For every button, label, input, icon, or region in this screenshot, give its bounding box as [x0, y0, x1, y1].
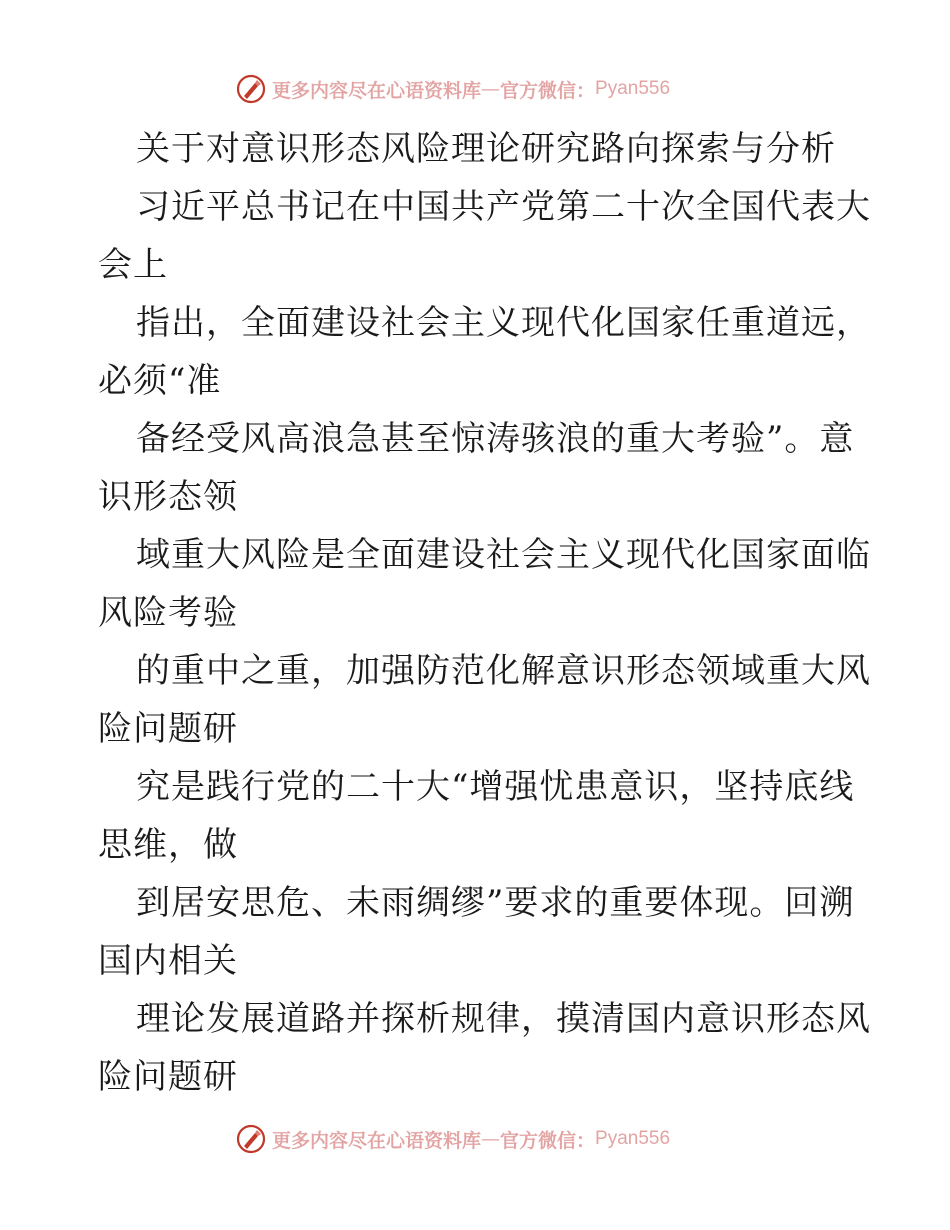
pen-logo-icon: [236, 74, 266, 104]
text-line: 指出，全面建设社会主义现代化国家任重道远，: [136, 303, 871, 343]
document-body: [98, 120, 871, 1106]
text-line: 的重中之重，加强防范化解意识形态领域重大风: [136, 651, 871, 691]
text-line: 国内相关: [98, 941, 238, 981]
document-title: 关于对意识形态风险理论研究路向探索与分析: [136, 129, 836, 169]
pen-logo-icon: [236, 1124, 266, 1154]
text-line: 险问题研: [98, 1057, 238, 1097]
banner-text: 更多内容尽在心语资料库: [272, 79, 482, 102]
text-line: 会上: [98, 245, 168, 285]
header-banner[interactable]: [236, 72, 756, 106]
text-line: 风险考验: [98, 593, 238, 633]
banner-separator: —: [481, 1128, 501, 1150]
text-line: 理论发展道路并探析规律，摸清国内意识形态风: [136, 999, 871, 1039]
banner-wechat-id: Pyan556: [595, 78, 671, 99]
text-line: 备经受风高浪急甚至惊涛骇浪的重大考验”。意: [136, 419, 855, 459]
banner-text: 更多内容尽在心语资料库: [272, 1129, 482, 1152]
text-line: 域重大风险是全面建设社会主义现代化国家面临: [136, 535, 871, 575]
text-line: 思维，做: [98, 825, 238, 865]
text-line: 必须“准: [98, 361, 222, 401]
banner-wechat-id: Pyan556: [595, 1128, 671, 1149]
text-line: 究是践行党的二十大“增强忧患意识，坚持底线: [136, 767, 855, 807]
text-line: 险问题研: [98, 709, 238, 749]
text-line: 到居安思危、未雨绸缪”要求的重要体现。回溯: [136, 883, 855, 923]
text-line: 识形态领: [98, 477, 238, 517]
banner-wechat-label: 官方微信：: [500, 79, 596, 102]
footer-banner[interactable]: [236, 1122, 756, 1156]
text-line: 习近平总书记在中国共产党第二十次全国代表大: [136, 187, 871, 227]
banner-separator: —: [481, 78, 501, 100]
banner-wechat-label: 官方微信：: [500, 1129, 596, 1152]
